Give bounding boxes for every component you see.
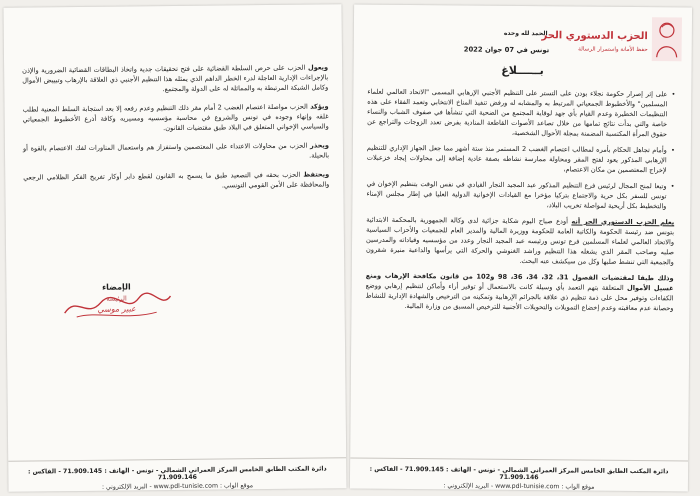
paragraph-reserves: ويحتفظ الحزب بحقه في التصعيد طبق ما يسمح به القانون لقطع دابر أوكار تفريخ الفكر الظلامي الرجعي والمحافظة على الأمن القومي التونسي. [23, 170, 330, 190]
signature-title: الإمضاء [102, 282, 131, 292]
basmala: الحمد لله وحده [503, 29, 548, 38]
communique-page-1 [350, 5, 692, 492]
bourguiba-portrait-icon [652, 17, 682, 61]
paragraph-confirms: ويؤكد الحزب مواصلة اعتصام الغضب 2 أمام مقر ذلك التنظيم وعدم رفعه إلا بعد استجابة السلط المعنية لطلب غلقه وإنهاء وجوده في تونس والشروع في محاسبة مؤسسيه ومسيريه وكافة أذرع الأخطبوط الجمعياتي والسياسي الإخواني المتعلق في البلاد طبق مقتضيات القانون. [22, 102, 329, 133]
footer-address: دائرة المكتب الطابق الخامس المركز العمراني الشمالي - تونس - الهاتف : 71.909.145 - الفاكس : 71.909.146 [27, 465, 327, 482]
paragraph-relies: ويعول الحزب على حرص السلطة القضائية على فتح تحقيقات جدية واتخاذ البطاقات القضائية الضرورية والإذن بالإجراءات الإدارية العاجلة لدرء الخطر الداهم الذي يمثله هذا التنظيم الأجنبي ذي العلاقة بالإرهاب وتبييض الأموال وكامل الشبكة المرتبطة به والمماثلة له على الدولة والمجتمع. [22, 63, 329, 94]
paragraph-whereas-2: • وأمام تجاهل الحكام بأمره لمطالب اعتصام الغضب 2 المستمر منذ ستة أشهر مما جعل الجهاز الإداري للتنظيم الإرهابي المذكور يعود لفتح المقر ومحاولة ممارسة نشاطه بصفة عادية إضافة إلى محاولات إيجاد خزعبلات لإخراج المعتصمين من مكان الاعتصام، [367, 143, 675, 176]
signature-name: عبير موسي [97, 304, 136, 314]
left-footer [8, 457, 346, 492]
party-name: الحزب الدستوري الحر [541, 30, 648, 43]
signature-block [46, 282, 186, 314]
footer-address: دائرة المكتب الطابق الخامس المركز العمراني الشمالي - تونس - الهاتف : 71.909.145 - الفاكس : 71.909.146 [369, 465, 669, 482]
paragraph-whereas-1: • على إثر إصرار حكومة نجلاء بودن على التستر على التنظيم الأجنبي الإرهابي المسمى "الاتحاد العالمي لعلماء المسلمين" والأخطبوط الجمعياتي المرتبط به والمشابه له ورفض تنفيذ المناخ الانتخابي وتعمد الفقاء على هذه التنظيمات الخطيرة وعدم القيام بأي جهد لوقاية المجتمع من الضحية التي تنشأها في صفوف الشباب والنساء خاصة والتي بدأت نتائج تمامها من خلال تصاعد الأصوات القاطعة المنادية بفرض تعدد الزوجات والتراجع عن حقوق المرأة المكتسبة المضمنة بمجلة الأحوال الشخصية، [367, 87, 675, 140]
dateline: تونس في 07 جوان 2022 [463, 45, 550, 55]
footer-web-line: موقع الواب : www.pdl-tunisie.com - البريد الإلكتروني : [443, 482, 595, 491]
paragraph-legal-basis: وذلك طبقا لمقتضيات الفصول 31، 32، 34، 36، 98 و102 من قانون مكافحة الإرهاب ومنع غسيل الأموال المتعلقة بتهم التعمد بأي وسيلة كانت بالاستعمال أو توفير أراء وأماكن لتنظيم إرهابي ووضع الكفاءات وتوفير محل على ذمة تنظيم ذي علاقة بالجرائم الإرهابية وتمكينه من الترخيص والشهادة الإدارية للنشاط وحصانة عدم معاقبته وعدم إخضاع التمويلات والتحويلات الأجنبية للترخيص المسبق من وزارة المالية. [365, 271, 674, 313]
paragraph-warns: ويحذر الحزب من محاولات الاعتداء على المعتصمين واستفزاز هم واستعمال المناورات لفك الاعتصام بالقوة أو بالحيلة. [22, 141, 330, 160]
paragraph-whereas-3: • وتبعا لمنح المجال لرئيس فرع التنظيم المذكور عبد المجيد النجار القيادي في نفس الوقت بتنظيم الإخوان في تونس للسفر بكل حرية والاجتماع بتركيا مؤخرا مع القيادات الإخوانية الدولية العليا في إطار مجلس الإمناء والتخطيط بكل أريحية لمواصلة تخريب البلاد، [366, 179, 674, 212]
right-footer [350, 458, 688, 492]
handwritten-signature [56, 284, 176, 325]
document-title: بــــــلاغ [501, 63, 544, 78]
party-slogan: حفظ الأمانة واستمرار الرسالة [578, 46, 648, 54]
signature-role: الرئيسة [106, 294, 127, 303]
left-page-body [22, 62, 329, 201]
right-page-body [365, 87, 675, 320]
communique-page-2 [3, 4, 346, 492]
footer-web-line: موقع الواب : www.pdl-tunisie.com - البريد الإلكتروني : [101, 482, 254, 491]
paragraph-announcement: يعلم الحزب الدستوري الحر أنه أودع صباح اليوم شكاية جزائية لدى وكالة الجمهورية بالمحكمة الابتدائية بتونس ضد رئيسة الحكومة والكاتبة العامة للحكومة ووزيرة المالية والمدير العام للجمعيات والأحزاب السياسية والاتحاد العالمي لعلماء المسلمين فرع تونس ورئيسه عبد المجيد النجار وعدد من مؤسسيه وقياداته والمدرسين صلبه وصاحب المقر الذي يشغله هذا التنظيم وراشد الغنوشي والحركة التي يرأسها والداعية منيرة شقرون والجمعية التي تنشط صلبها وكل من سيكشف عنه البحث. [365, 215, 675, 267]
